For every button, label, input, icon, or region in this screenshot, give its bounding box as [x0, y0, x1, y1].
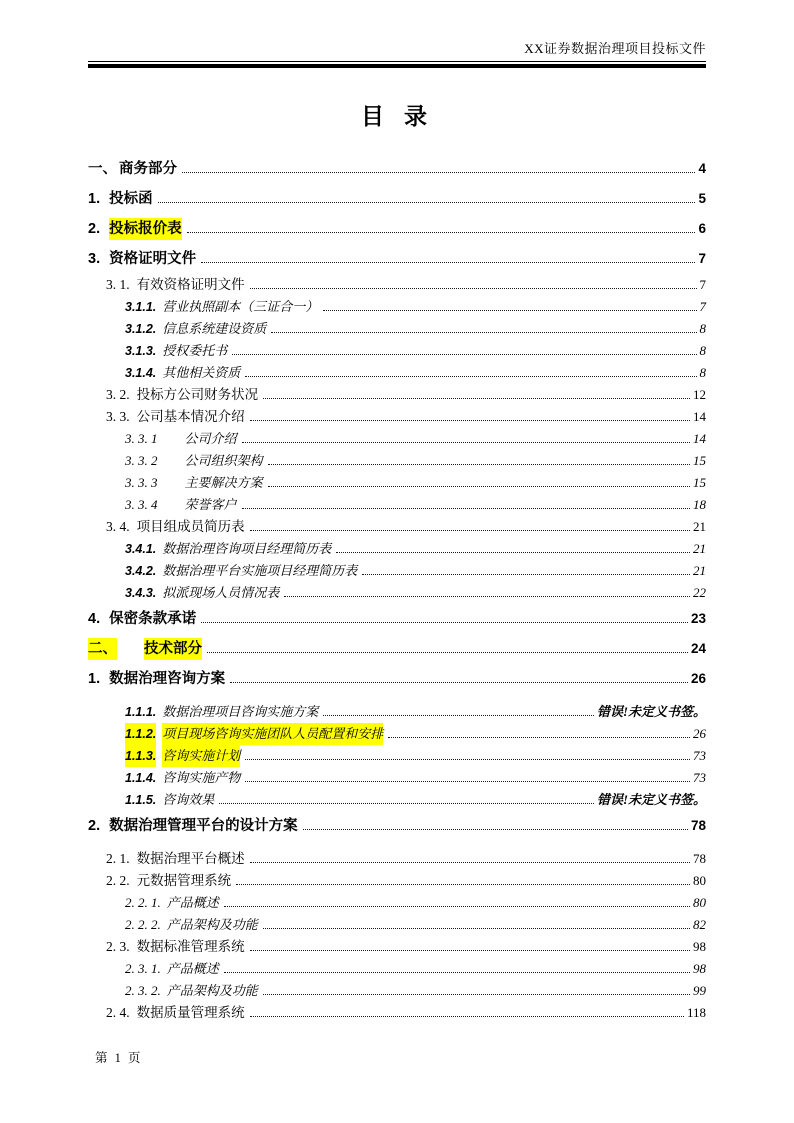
toc-entry-title: 数据治理平台概述: [136, 851, 245, 866]
toc-entry-title: 公司介绍: [184, 431, 237, 446]
toc-page-number: 15: [693, 475, 706, 490]
toc-leader-dots: [187, 232, 696, 233]
toc-page-number: 12: [693, 387, 706, 402]
toc-entry[interactable]: [88, 701, 706, 723]
toc-page-number: 23: [690, 611, 706, 626]
toc-leader-dots: [182, 172, 695, 173]
toc-entry-title: 数据治理管理平台的设计方案: [109, 818, 298, 834]
toc-entry-number: 3.4.3.: [125, 586, 157, 600]
toc-leader-dots: [236, 884, 690, 885]
toc-entry-number: 3.4.1.: [125, 542, 157, 556]
toc-entry-number: 2.: [88, 818, 101, 834]
toc-entry-number: 3. 3. 4: [125, 497, 158, 512]
toc-entry-title: 产品架构及功能: [166, 983, 258, 998]
toc-entry-number: 3. 4.: [106, 519, 130, 534]
toc-entry[interactable]: [88, 538, 706, 560]
toc-page-number: 14: [693, 431, 706, 446]
toc-entry[interactable]: [88, 318, 706, 340]
toc-page-number: 5: [698, 191, 706, 206]
toc-entry[interactable]: [88, 214, 706, 244]
toc-entry-number: 1.1.3.: [125, 745, 156, 767]
toc-leader-dots: [268, 464, 690, 465]
toc-entry[interactable]: [88, 870, 706, 892]
toc-leader-dots: [303, 829, 688, 830]
page-title: 目 录: [360, 103, 433, 130]
toc-page-number: 7: [699, 277, 706, 292]
toc-page-number: 21: [693, 541, 706, 556]
toc-entry-number: 3.4.2.: [125, 564, 157, 578]
toc-entry-title: 咨询实施计划: [162, 745, 240, 767]
toc-entry-title: 其他相关资质: [162, 365, 241, 380]
toc-entry-title: 数据治理咨询项目经理简历表: [162, 541, 332, 556]
toc-page-number: 80: [693, 895, 706, 910]
toc-page-number: 82: [693, 917, 706, 932]
toc-entry[interactable]: [88, 274, 706, 296]
toc-entry-title: 保密条款承诺: [109, 611, 197, 627]
toc-leader-dots: [245, 376, 696, 377]
toc-page-number: 7: [699, 299, 706, 314]
toc-entry-number: 3. 3. 3: [125, 475, 158, 490]
toc-page-number: 15: [693, 453, 706, 468]
toc-entry-number: 二、: [88, 638, 117, 660]
toc-entry-title: 有效资格证明文件: [136, 277, 245, 292]
toc-entry-number: 2. 2. 2.: [125, 917, 161, 932]
toc-leader-dots: [201, 262, 695, 263]
toc-leader-dots: [268, 486, 690, 487]
toc-page-number: 21: [693, 563, 706, 578]
toc-entry-number: 3. 3. 2: [125, 453, 158, 468]
toc-entry-number: 2. 3. 1.: [125, 961, 161, 976]
toc-page-number: 8: [699, 365, 706, 380]
toc-entry-title: 荣誉客户: [184, 497, 237, 512]
toc-entry-title: 数据治理平台实施项目经理简历表: [162, 563, 358, 578]
toc-entry[interactable]: [88, 340, 706, 362]
toc-leader-dots: [263, 928, 690, 929]
toc-entry-number: 3.1.1.: [125, 300, 157, 314]
toc-entry-number: 1.1.2.: [125, 723, 156, 745]
toc-entry-title: 技术部分: [144, 638, 202, 660]
toc-leader-dots: [201, 622, 688, 623]
toc-entry-number: 2. 2. 1.: [125, 895, 161, 910]
toc-page-number: 98: [693, 939, 706, 954]
header-rule-divider: [88, 61, 706, 68]
toc-entry[interactable]: [88, 1002, 706, 1024]
toc-entry-title: 拟派现场人员情况表: [162, 585, 280, 600]
toc-leader-dots: [242, 508, 690, 509]
toc-entry-number: 1.1.5.: [125, 793, 157, 807]
toc-entry-number: 2. 1.: [106, 851, 130, 866]
toc-entry-number: 3. 2.: [106, 387, 130, 402]
toc-page-number: 73: [693, 748, 706, 763]
toc-entry-title: 公司基本情况介绍: [136, 409, 245, 424]
toc-entry[interactable]: [88, 450, 706, 472]
toc-leader-dots: [263, 994, 690, 995]
toc-entry-title: 咨询实施产物: [162, 770, 241, 785]
toc-entry-title: 信息系统建设资质: [162, 321, 267, 336]
toc-leader-dots: [224, 972, 690, 973]
toc-entry-number: 4.: [88, 611, 101, 627]
toc-entry-number: 一、: [88, 161, 117, 177]
toc-list: [88, 154, 706, 1024]
toc-entry-number: 3.: [88, 251, 101, 267]
toc-entry[interactable]: [88, 936, 706, 958]
toc-page-number: 22: [693, 585, 706, 600]
toc-page-number: 21: [693, 519, 706, 534]
toc-entry-title: 项目现场咨询实施团队人员配置和安排: [162, 723, 383, 745]
toc-leader-dots: [232, 354, 696, 355]
toc-entry-number: 1.1.1.: [125, 705, 157, 719]
toc-entry-title: 主要解决方案: [184, 475, 263, 490]
toc-entry-number: 1.: [88, 671, 101, 687]
toc-leader-dots: [284, 596, 690, 597]
page-header: [88, 0, 706, 58]
toc-entry[interactable]: [88, 848, 706, 870]
toc-entry-title: 投标报价表: [109, 218, 182, 240]
toc-page-number: 26: [690, 671, 706, 686]
toc-entry-title: 数据治理项目咨询实施方案: [162, 704, 319, 719]
toc-entry-number: 2. 3. 2.: [125, 983, 161, 998]
toc-leader-dots: [245, 759, 690, 760]
toc-entry-title: 投标函: [109, 191, 153, 207]
toc-page-number: 4: [698, 161, 706, 176]
toc-entry[interactable]: [88, 428, 706, 450]
toc-entry-title: 项目组成员简历表: [136, 519, 245, 534]
toc-entry[interactable]: [88, 980, 706, 1002]
toc-page-number: 7: [698, 251, 706, 266]
toc-entry[interactable]: [88, 244, 706, 274]
toc-page-number: 73: [693, 770, 706, 785]
toc-entry-title: 资格证明文件: [109, 251, 197, 267]
page-footer-number: 第 1 页: [95, 1051, 143, 1065]
toc-page-number: 98: [693, 961, 706, 976]
toc-leader-dots: [362, 574, 690, 575]
toc-entry[interactable]: [88, 296, 706, 318]
toc-entry[interactable]: [88, 604, 706, 634]
toc-page-number: 26: [693, 726, 706, 741]
toc-leader-dots: [323, 715, 594, 716]
toc-page-error-text: 错误!未定义书签。: [596, 792, 706, 807]
toc-page-number: 118: [686, 1005, 706, 1020]
toc-entry[interactable]: [88, 582, 706, 604]
toc-entry-title: 公司组织架构: [184, 453, 263, 468]
toc-entry-number: 2. 3.: [106, 939, 130, 954]
toc-entry[interactable]: [88, 516, 706, 538]
toc-leader-dots: [245, 781, 690, 782]
toc-entry-number: 1.1.4.: [125, 771, 157, 785]
toc-leader-dots: [388, 737, 690, 738]
toc-entry-number: 3.1.3.: [125, 344, 157, 358]
toc-entry-title: 咨询效果: [162, 792, 215, 807]
toc-leader-dots: [158, 202, 696, 203]
toc-entry[interactable]: [88, 384, 706, 406]
toc-leader-dots: [336, 552, 690, 553]
toc-page-number: 24: [690, 641, 706, 656]
toc-leader-dots: [242, 442, 690, 443]
toc-entry[interactable]: [88, 914, 706, 936]
toc-leader-dots: [271, 332, 696, 333]
toc-leader-dots: [250, 862, 690, 863]
toc-entry[interactable]: [88, 958, 706, 980]
toc-leader-dots: [263, 398, 690, 399]
toc-entry[interactable]: [88, 664, 706, 694]
toc-entry[interactable]: [88, 767, 706, 789]
toc-entry-number: 2. 4.: [106, 1005, 130, 1020]
toc-leader-dots: [250, 1016, 684, 1017]
toc-entry-title: 授权委托书: [162, 343, 228, 358]
toc-page-number: 6: [698, 221, 706, 236]
toc-leader-dots: [250, 420, 690, 421]
toc-entry[interactable]: [88, 494, 706, 516]
toc-entry[interactable]: [88, 154, 706, 184]
toc-entry-title: 数据标准管理系统: [136, 939, 245, 954]
toc-entry-title: 营业执照副本（三证合一）: [162, 299, 319, 314]
toc-entry-title: 元数据管理系统: [136, 873, 232, 888]
toc-entry[interactable]: [88, 811, 706, 841]
toc-entry-title: 商务部分: [119, 161, 177, 177]
toc-entry[interactable]: [88, 362, 706, 384]
toc-entry[interactable]: [88, 892, 706, 914]
toc-entry[interactable]: [88, 634, 706, 664]
toc-entry-title: 产品架构及功能: [166, 917, 258, 932]
toc-entry[interactable]: [88, 184, 706, 214]
toc-leader-dots: [224, 906, 690, 907]
toc-entry-number: 3. 3.: [106, 409, 130, 424]
toc-entry-title: 数据质量管理系统: [136, 1005, 245, 1020]
toc-entry-number: 2.: [88, 221, 101, 237]
toc-entry[interactable]: [88, 723, 706, 745]
header-doc-title: XX证券数据治理项目投标文件: [524, 41, 706, 56]
toc-entry-number: 3.1.2.: [125, 322, 157, 336]
toc-entry[interactable]: [88, 789, 706, 811]
toc-page-number: 80: [693, 873, 706, 888]
toc-entry-number: 3. 3. 1: [125, 431, 158, 446]
toc-page-number: 78: [690, 818, 706, 833]
toc-page-error-text: 错误!未定义书签。: [596, 704, 706, 719]
toc-leader-dots: [250, 288, 697, 289]
toc-entry[interactable]: [88, 472, 706, 494]
toc-entry[interactable]: [88, 406, 706, 428]
toc-page-number: 99: [693, 983, 706, 998]
toc-leader-dots: [207, 652, 688, 653]
toc-leader-dots: [250, 530, 690, 531]
toc-entry-number: 3. 1.: [106, 277, 130, 292]
toc-entry-title: 数据治理咨询方案: [109, 671, 226, 687]
toc-entry-title: 产品概述: [166, 961, 219, 976]
toc-entry-number: 3.1.4.: [125, 366, 157, 380]
toc-entry-number: 1.: [88, 191, 101, 207]
toc-entry[interactable]: [88, 560, 706, 582]
toc-page-number: 8: [699, 321, 706, 336]
toc-leader-dots: [219, 803, 594, 804]
toc-page-number: 18: [693, 497, 706, 512]
toc-entry-title: 投标方公司财务状况: [136, 387, 259, 402]
toc-page-number: 14: [693, 409, 706, 424]
toc-page-number: 8: [699, 343, 706, 358]
toc-leader-dots: [250, 950, 690, 951]
toc-entry-number: 2. 2.: [106, 873, 130, 888]
toc-leader-dots: [323, 310, 696, 311]
toc-page-number: 78: [693, 851, 706, 866]
toc-leader-dots: [230, 682, 688, 683]
toc-entry-title: 产品概述: [166, 895, 219, 910]
toc-entry[interactable]: [88, 745, 706, 767]
